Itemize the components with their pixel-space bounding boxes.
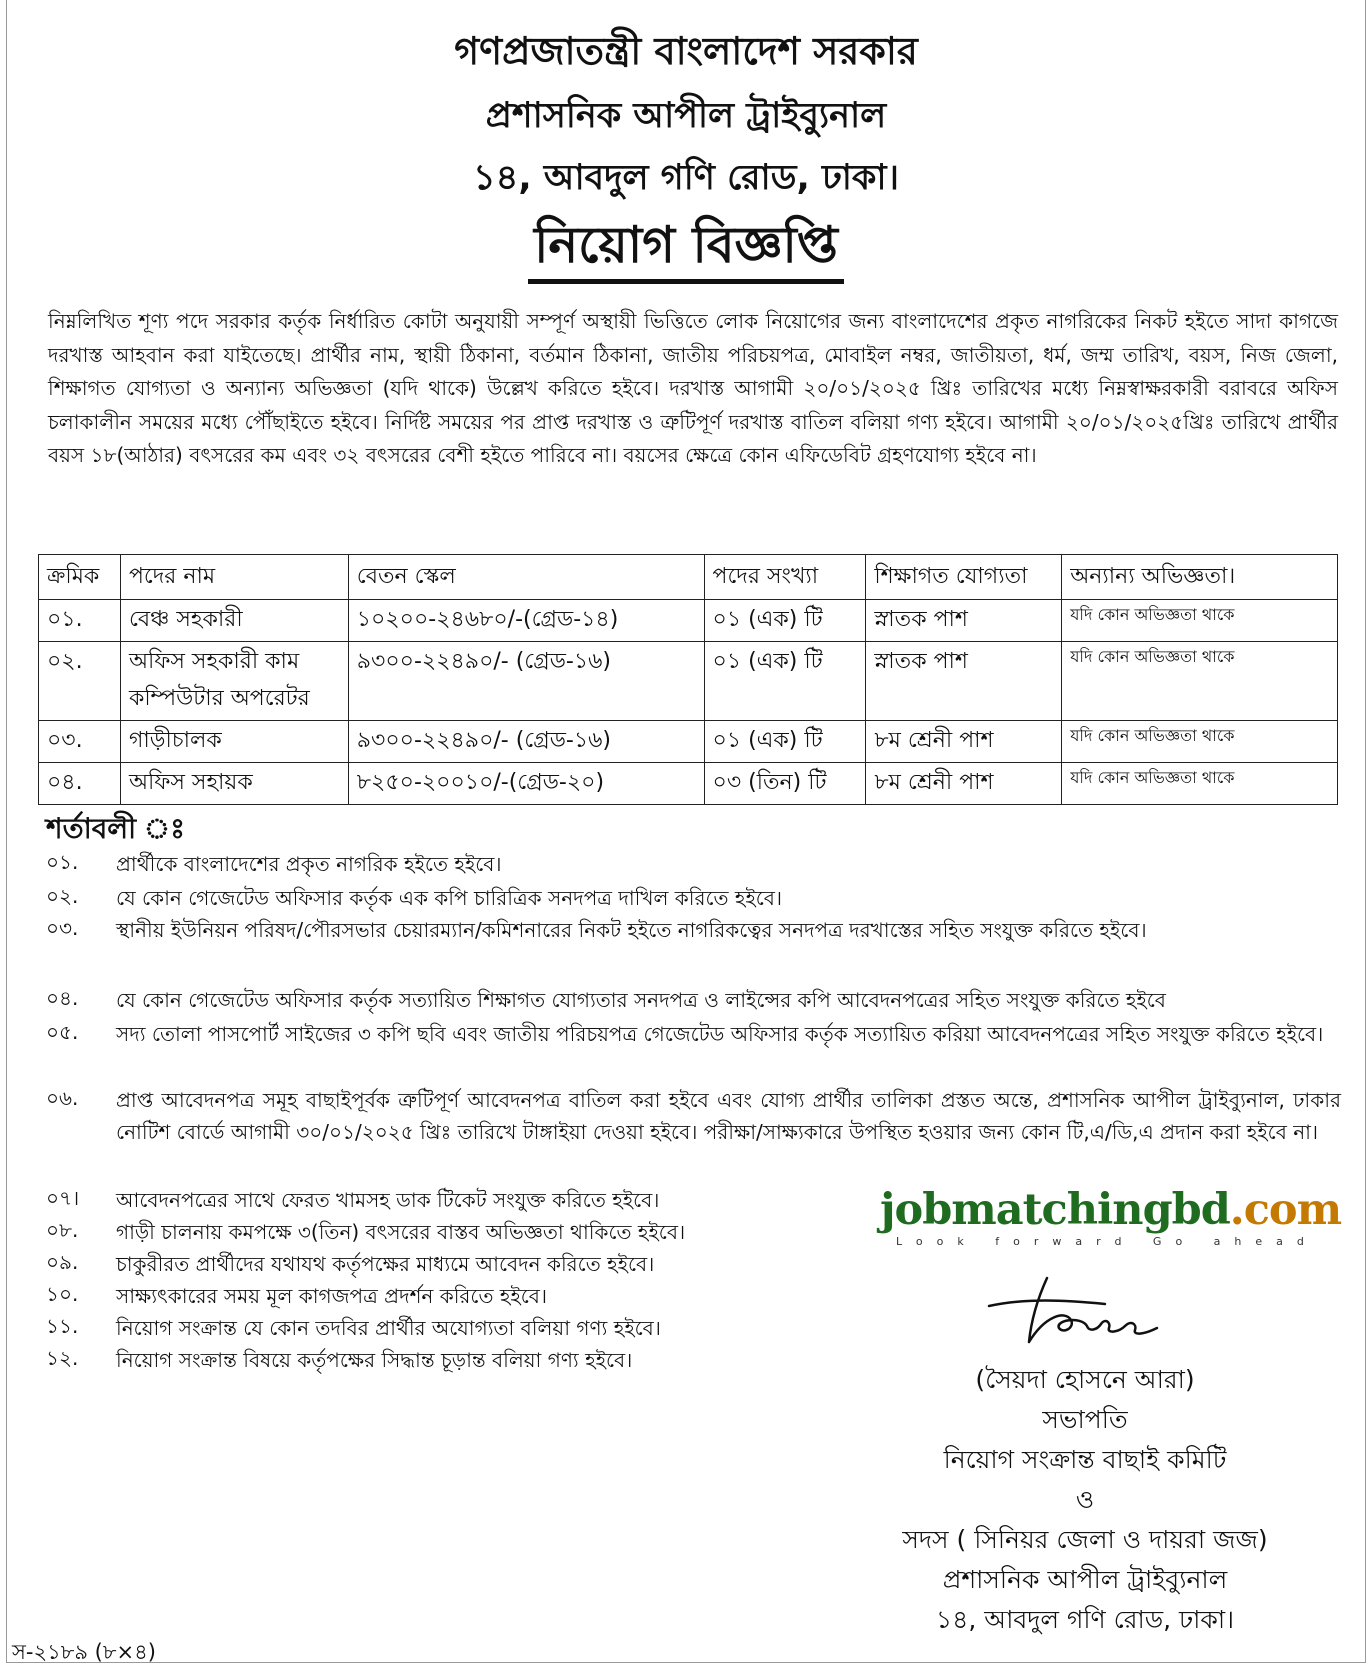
watermark: [880, 1185, 1342, 1255]
watermark-brand-tld: .com: [1229, 1185, 1342, 1235]
condition-number: ০২.: [46, 884, 79, 908]
condition-text: সাক্ষ্যৎকারের সময় মূল কাগজপত্র প্রদর্শন করিতে হইবে।: [116, 1284, 548, 1308]
col-serial: ক্রমিক: [39, 555, 121, 600]
cell-serial: ০৩.: [39, 721, 121, 763]
table-row: [39, 600, 1338, 642]
cell-education: স্নাতক পাশ: [866, 642, 1062, 721]
col-experience: অন্যান্য অভিজ্ঞতা।: [1062, 555, 1338, 600]
condition-text: যে কোন গেজেটেড অফিসার কর্তৃক সত্যায়িত শিক্ষাগত যোগ্যতার সনদপত্র ও লাইন্সের কপি আবেদনপত্রের সহিত সংযুক্ত করিতে হইবে: [116, 988, 1166, 1012]
signature-block: [850, 1360, 1320, 1640]
committee-name: নিয়োগ সংক্রান্ত বাছাই কমিটি: [943, 1445, 1227, 1474]
reference-code: স-২১৮৯ (৮×৪): [12, 1640, 156, 1664]
cell-post-name: অফিস সহকারী কাম কম্পিউটার অপরেটর: [120, 642, 348, 721]
table-row: [39, 721, 1338, 763]
cell-post-name: অফিস সহায়ক: [120, 763, 348, 805]
condition-number: ০৫.: [46, 1020, 79, 1044]
condition-number: ১১.: [46, 1314, 79, 1338]
cell-pay-scale: ৮২৫০-২০০১০/-(গ্রেড-২০): [348, 763, 704, 805]
member-title: সদস ( সিনিয়র জেলা ও দায়রা জজ): [902, 1525, 1268, 1554]
signatory-role: সভাপতি: [1042, 1405, 1128, 1434]
col-education: শিক্ষাগত যোগ্যতা: [866, 555, 1062, 600]
condition-number: ০৭।: [46, 1186, 80, 1210]
table-row: [39, 763, 1338, 805]
cell-pay-scale: ৯৩০০-২২৪৯০/- (গ্রেড-১৬): [348, 642, 704, 721]
col-post-count: পদের সংখ্যা: [704, 555, 866, 600]
cell-post-name: গাড়ীচালক: [120, 721, 348, 763]
condition-text: সদ্য তোলা পাসপোর্ট সাইজের ৩ কপি ছবি এবং জাতীয় পরিচয়পত্র গেজেটেড অফিসার কর্তৃক সত্যায়িত করিয়া আবেদনপত্রের সহিত সংযুক্ত করিতে হইবে।: [116, 1022, 1324, 1046]
condition-number: ০৪.: [46, 986, 79, 1010]
cell-experience: যদি কোন অভিজ্ঞতা থাকে: [1062, 642, 1338, 721]
condition-text: স্থানীয় ইউনিয়ন পরিষদ/পৌরসভার চেয়ারম্যান/কমিশনারের নিকট হইতে নাগরিকত্বের সনদপত্র দরখাস্তের সহিত সংযুক্ত করিতে হইবে।: [116, 918, 1147, 942]
cell-education: ৮ম শ্রেনী পাশ: [866, 721, 1062, 763]
table-header-row: [39, 555, 1338, 600]
condition-number: ০৬.: [46, 1086, 79, 1110]
cell-post-count: ০৩ (তিন) টি: [704, 763, 866, 805]
watermark-tagline: Look forward Go ahead: [896, 1235, 1318, 1248]
cell-experience: যদি কোন অভিজ্ঞতা থাকে: [1062, 721, 1338, 763]
cell-serial: ০৪.: [39, 763, 121, 805]
office-heading: প্রশাসনিক আপীল ট্রাইব্যুনাল: [485, 96, 887, 136]
notice-title-wrap: [0, 215, 1372, 284]
condition-number: ০১.: [46, 850, 79, 874]
signatory-address: ১৪, আবদুল গণি রোড, ঢাকা।: [935, 1605, 1235, 1634]
watermark-brand: [880, 1185, 1342, 1235]
condition-number: ০৯.: [46, 1250, 79, 1274]
condition-text: প্রার্থীকে বাংলাদেশের প্রকৃত নাগরিক হইতে হইবে।: [116, 852, 502, 876]
cell-education: ৮ম শ্রেনী পাশ: [866, 763, 1062, 805]
cell-post-count: ০১ (এক) টি: [704, 721, 866, 763]
cell-pay-scale: ১০২০০-২৪৬৮০/-(গ্রেড-১৪): [348, 600, 704, 642]
condition-text: নিয়োগ সংক্রান্ত বিষয়ে কর্তৃপক্ষের সিদ্ধান্ত চূড়ান্ত বলিয়া গণ্য হইবে।: [116, 1348, 633, 1372]
cell-serial: ০২.: [39, 642, 121, 721]
cell-experience: যদি কোন অভিজ্ঞতা থাকে: [1062, 763, 1338, 805]
watermark-brand-main: jobmatchingbd: [880, 1185, 1230, 1235]
condition-number: ১০.: [46, 1282, 79, 1306]
col-pay-scale: বেতন স্কেল: [348, 555, 704, 600]
office-address: ১৪, আবদুল গণি রোড, ঢাকা।: [472, 158, 900, 198]
signature-scribble: [985, 1270, 1185, 1350]
cell-post-count: ০১ (এক) টি: [704, 642, 866, 721]
cell-pay-scale: ৯৩০০-২২৪৯০/- (গ্রেড-১৬): [348, 721, 704, 763]
intro-paragraph: নিম্নলিখিত শূণ্য পদে সরকার কর্তৃক নির্ধারিত কোটা অনুযায়ী সম্পূর্ণ অস্থায়ী ভিত্তিতে লোক নিয়োগের জন্য বাংলাদেশের প্রকৃত নাগরিকের নিকট হইতে সাদা কাগজে দরখাস্ত আহবান করা যাইতেছে। প্রার্থীর নাম, স্থায়ী ঠিকানা, বর্তমান ঠিকানা, জাতীয় পরিচয়পত্র, মোবাইল নম্বর, জাতীয়তা, ধর্ম, জম্ম তারিখ, বয়স, নিজ জেলা, শিক্ষাগত যোগ্যতা ও অন্যান্য অভিজ্ঞতা (যদি থাকে) উল্লেখ করিতে হইবে। দরখাস্ত আগামী ২০/০১/২০২৫ খ্রিঃ তারিখের মধ্যে নিম্নস্বাক্ষরকারী বরাবরে অফিস চলাকালীন সময়ের মধ্যে পৌঁছাইতে হইবে। নির্দিষ্ট সময়ের পর প্রাপ্ত দরখাস্ত ও ত্রুটিপূর্ণ দরখাস্ত বাতিল বলিয়া গণ্য হইবে। আগামী ২০/০১/২০২৫খ্রিঃ তারিখে প্রার্থীর বয়স ১৮(আঠার) বৎসরের কম এবং ৩২ বৎসরের বেশী হইতে পারিবে না। বয়সের ক্ষেত্রে কোন এফিডেবিট গ্রহণযোগ্য হইবে না।: [48, 309, 1338, 467]
condition-text: গাড়ী চালনায় কমপক্ষে ৩(তিন) বৎসরের বাস্তব অভিজ্ঞতা থাকিতে হইবে।: [116, 1220, 686, 1244]
cell-experience: যদি কোন অভিজ্ঞতা থাকে: [1062, 600, 1338, 642]
condition-text: আবেদনপত্রের সাথে ফেরত খামসহ ডাক টিকেট সংযুক্ত করিতে হইবে।: [116, 1188, 660, 1212]
condition-text: যে কোন গেজেটেড অফিসার কর্তৃক এক কপি চারিত্রিক সনদপত্র দাখিল করিতে হইবে।: [116, 886, 783, 910]
cell-post-name: বেঞ্চ সহকারী: [120, 600, 348, 642]
condition-number: ০৩.: [46, 916, 79, 940]
cell-post-count: ০১ (এক) টি: [704, 600, 866, 642]
condition-text: প্রাপ্ত আবেদনপত্র সমূহ বাছাইপূর্বক ত্রুটিপূর্ণ আবেদনপত্র বাতিল করা হইবে এবং যোগ্য প্রার্থীর তালিকা প্রস্তত অন্তে, প্রশাসনিক আপীল ট্রাইব্যুনাল, ঢাকার নোটিশ বোর্ডে আগামী ৩০/০১/২০২৫ খ্রিঃ তারিখে টাঙ্গাইয়া দেওয়া হইবে। পরীক্ষা/সাক্ষ্যকারে উপস্থিত হওয়ার জন্য কোন টি,এ/ডি,এ প্রদান করা হইবে না।: [116, 1088, 1341, 1144]
cell-serial: ০১.: [39, 600, 121, 642]
govt-heading: গণপ্রজাতন্ত্রী বাংলাদেশ সরকার: [454, 29, 918, 73]
col-post-name: পদের নাম: [120, 555, 348, 600]
conjunction: ও: [1075, 1485, 1095, 1514]
notice-title: নিয়োগ বিজ্ঞপ্তি: [528, 215, 844, 284]
signatory-office: প্রশাসনিক আপীল ট্রাইব্যুনাল: [942, 1565, 1228, 1594]
condition-text: চাকুরীরত প্রার্থীদের যথাযথ কর্তৃপক্ষের মাধ্যমে আবেদন করিতে হইবে।: [116, 1252, 655, 1276]
condition-number: ১২.: [46, 1346, 79, 1370]
vacancy-table: [38, 554, 1338, 805]
signatory-name: (সৈয়দা হোসনে আরা): [975, 1365, 1195, 1394]
condition-number: ০৮.: [46, 1218, 79, 1242]
conditions-heading: শর্তাবলী ঃ: [46, 812, 186, 845]
cell-education: স্নাতক পাশ: [866, 600, 1062, 642]
table-row: [39, 642, 1338, 721]
condition-text: নিয়োগ সংক্রান্ত যে কোন তদবির প্রার্থীর অযোগ্যতা বলিয়া গণ্য হইবে।: [116, 1316, 661, 1340]
